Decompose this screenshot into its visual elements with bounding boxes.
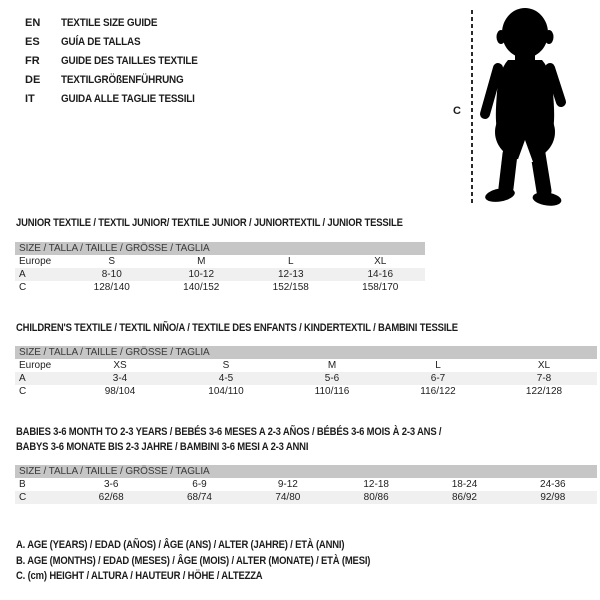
table-cell: L xyxy=(435,360,441,371)
table-cell: 80/86 xyxy=(363,492,389,503)
language-title: GUIDE DES TAILLES TEXTILE xyxy=(61,55,198,67)
table-header-bar: SIZE / TALLA / TAILLE / GRÖSSE / TAGLIA xyxy=(15,465,597,478)
table-cell: M xyxy=(327,360,337,371)
language-code: EN xyxy=(25,17,41,29)
legend-line-c: C. (cm) HEIGHT / ALTURA / HAUTEUR / HÖHE / ALTEZZA xyxy=(16,570,263,582)
table-cell: S xyxy=(108,256,116,267)
height-measure-dashed-line xyxy=(471,10,473,206)
table-header-bar: SIZE / TALLA / TAILLE / GRÖSSE / TAGLIA xyxy=(15,242,425,255)
language-title: TEXTILGRÖßENFÜHRUNG xyxy=(61,74,184,86)
language-code: FR xyxy=(25,55,40,67)
row-label: A xyxy=(19,373,26,384)
table-cell: 152/158 xyxy=(272,282,309,293)
table-cell: 74/80 xyxy=(275,492,301,503)
table-cell: 12-13 xyxy=(277,269,304,280)
table-cell: 9-12 xyxy=(277,479,298,490)
table-cell: XL xyxy=(537,360,551,371)
language-title: TEXTILE SIZE GUIDE xyxy=(61,17,158,29)
table-row xyxy=(15,372,597,385)
table-cell: 7-8 xyxy=(536,373,552,384)
table-cell: 110/116 xyxy=(314,386,350,397)
section-title-children: CHILDREN'S TEXTILE / TEXTIL NIÑO/A / TEXTILE DES ENFANTS / KINDERTEXTIL / BAMBINI TESSILE xyxy=(16,322,458,334)
language-code: ES xyxy=(25,36,40,48)
language-code: IT xyxy=(25,93,35,105)
table-cell: 98/104 xyxy=(104,386,136,397)
legend-line-a: A. AGE (YEARS) / EDAD (AÑOS) / ÂGE (ANS) / ALTER (JAHRE) / ETÀ (ANNI) xyxy=(16,539,345,551)
row-label: C xyxy=(19,386,27,397)
language-title: GUIDA ALLE TAGLIE TESSILI xyxy=(61,93,195,105)
row-label: B xyxy=(19,479,26,490)
section-title-babies-line1: BABIES 3-6 MONTH TO 2-3 YEARS / BEBÉS 3-6 MESES A 2-3 AÑOS / BÉBÉS 3-6 MOIS À 2-3 ANS / xyxy=(16,426,442,438)
size-table-babies xyxy=(15,465,597,504)
row-label: A xyxy=(19,269,26,280)
table-row xyxy=(15,281,425,294)
table-row xyxy=(15,491,597,504)
size-table-children xyxy=(15,346,597,398)
table-cell: 62/68 xyxy=(98,492,124,503)
language-title: GUÍA DE TALLAS xyxy=(61,36,141,48)
row-label: C xyxy=(19,282,27,293)
section-title-junior: JUNIOR TEXTILE / TEXTIL JUNIOR/ TEXTILE JUNIOR / JUNIORTEXTIL / JUNIOR TESSILE xyxy=(16,217,403,229)
table-cell: 128/140 xyxy=(93,282,130,293)
table-row xyxy=(15,478,597,491)
row-label: Europe xyxy=(19,360,52,371)
table-row xyxy=(15,255,425,268)
table-cell: M xyxy=(197,256,206,267)
language-row-de xyxy=(25,71,213,90)
table-cell: 158/170 xyxy=(362,282,399,293)
baby-silhouette-icon xyxy=(477,6,569,208)
table-cell: 8-10 xyxy=(101,269,122,280)
row-label: C xyxy=(19,492,27,503)
table-cell: 6-9 xyxy=(192,479,207,490)
section-title-babies-line2: BABYS 3-6 MONATE BIS 2-3 JAHRE / BAMBINI 3-6 MESI A 2-3 ANNI xyxy=(16,441,309,453)
table-cell: 5-6 xyxy=(324,373,340,384)
table-row xyxy=(15,359,597,372)
language-row-it xyxy=(25,90,213,109)
table-cell: 4-5 xyxy=(218,373,234,384)
table-cell: 6-7 xyxy=(430,373,446,384)
table-cell: 12-18 xyxy=(363,479,389,490)
language-list xyxy=(25,14,213,109)
table-cell: 3-6 xyxy=(103,479,119,490)
table-cell: 24-36 xyxy=(540,479,566,490)
table-cell: 86/92 xyxy=(451,492,477,503)
table-cell: 122/128 xyxy=(525,386,563,397)
table-cell: 140/152 xyxy=(183,282,220,293)
table-cell: 116/122 xyxy=(420,386,456,397)
table-header-bar: SIZE / TALLA / TAILLE / GRÖSSE / TAGLIA xyxy=(15,346,597,359)
table-cell: L xyxy=(287,256,294,267)
language-row-fr xyxy=(25,52,213,71)
language-code: DE xyxy=(25,74,41,86)
table-cell: 92/98 xyxy=(540,492,566,503)
table-cell: 68/74 xyxy=(186,492,212,503)
table-cell: 14-16 xyxy=(367,269,394,280)
language-row-es xyxy=(25,33,213,52)
legend-line-b: B. AGE (MONTHS) / EDAD (MESES) / ÂGE (MOIS) / ALTER (MONATE) / ETÀ (MESI) xyxy=(16,555,371,567)
size-table-junior xyxy=(15,242,425,294)
table-cell: 104/110 xyxy=(208,386,244,397)
table-cell: XL xyxy=(374,256,387,267)
table-cell: 18-24 xyxy=(451,479,478,490)
table-cell: S xyxy=(222,360,230,371)
row-label: Europe xyxy=(19,256,52,267)
table-cell: 10-12 xyxy=(188,269,215,280)
table-cell: XS xyxy=(113,360,127,371)
table-cell: 3-4 xyxy=(112,373,128,384)
table-row xyxy=(15,268,425,281)
table-row xyxy=(15,385,597,398)
height-measure-label: C xyxy=(453,105,461,117)
language-row-en xyxy=(25,14,213,33)
